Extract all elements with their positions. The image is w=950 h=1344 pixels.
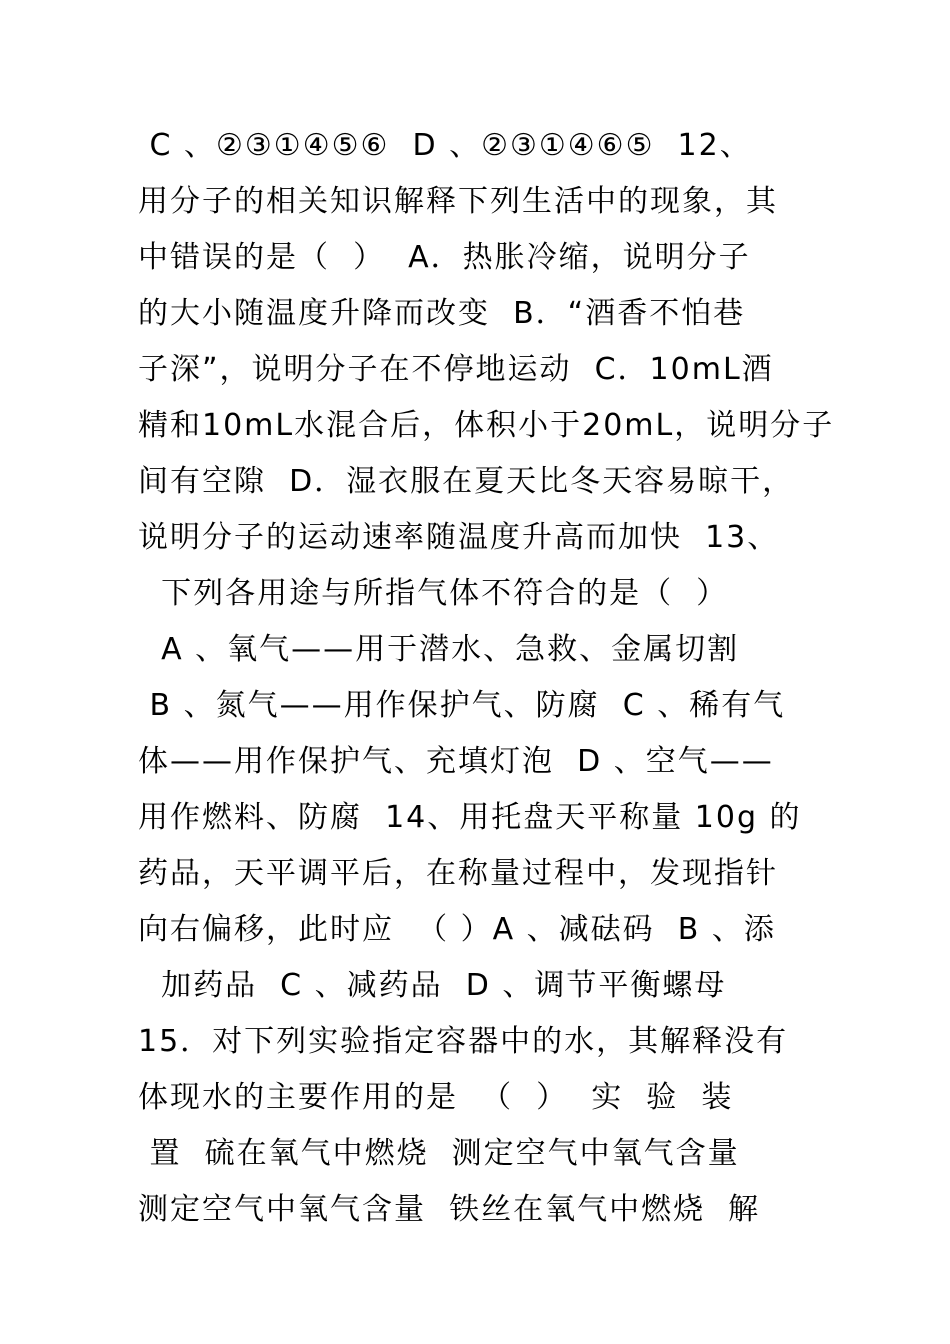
text-line: 加药品 C 、减药品 D 、调节平衡螺母 xyxy=(138,968,727,1003)
text-line: 体——用作保护气、充填灯泡 D 、空气—— xyxy=(138,744,774,779)
text-line: 向右偏移，此时应 （ ）A 、减砝码 B 、添 xyxy=(138,912,776,947)
text-line: 测定空气中氧气含量 铁丝在氧气中燃烧 解 xyxy=(138,1192,761,1227)
text-line: 用分子的相关知识解释下列生活中的现象，其 xyxy=(138,184,778,219)
text-line: 置 硫在氧气中燃烧 测定空气中氧气含量 xyxy=(138,1136,740,1171)
text-line: B 、氮气——用作保护气、防腐 C 、稀有气 xyxy=(138,688,786,723)
text-line: 体现水的主要作用的是 （ ） 实 验 装 xyxy=(138,1080,734,1115)
text-line: 下列各用途与所指气体不符合的是（ ） xyxy=(138,576,729,611)
text-line: 精和10mL水混合后，体积小于20mL，说明分子 xyxy=(138,408,835,443)
text-line: 用作燃料、防腐 14、用托盘天平称量 10g 的 xyxy=(138,800,802,835)
text-line: 说明分子的运动速率随温度升高而加快 13、 xyxy=(138,520,780,555)
text-line: 间有空隙 D．湿衣服在夏天比冬天容易晾干， xyxy=(138,464,795,499)
text-line: 的大小随温度升降而改变 B．“酒香不怕巷 xyxy=(138,296,746,331)
text-line: C 、②③①④⑤⑥ D 、②③①④⑥⑤ 12、 xyxy=(138,128,752,163)
document-body xyxy=(138,118,838,1238)
text-line: 15．对下列实验指定容器中的水，其解释没有 xyxy=(138,1024,789,1059)
text-line: 中错误的是（ ） A．热胀冷缩，说明分子 xyxy=(138,240,751,275)
text-line: 子深”，说明分子在不停地运动 C．10mL酒 xyxy=(138,352,774,387)
text-line: A 、氧气——用于潜水、急救、金属切割 xyxy=(138,632,740,667)
text-line: 药品，天平调平后，在称量过程中，发现指针 xyxy=(138,856,778,891)
